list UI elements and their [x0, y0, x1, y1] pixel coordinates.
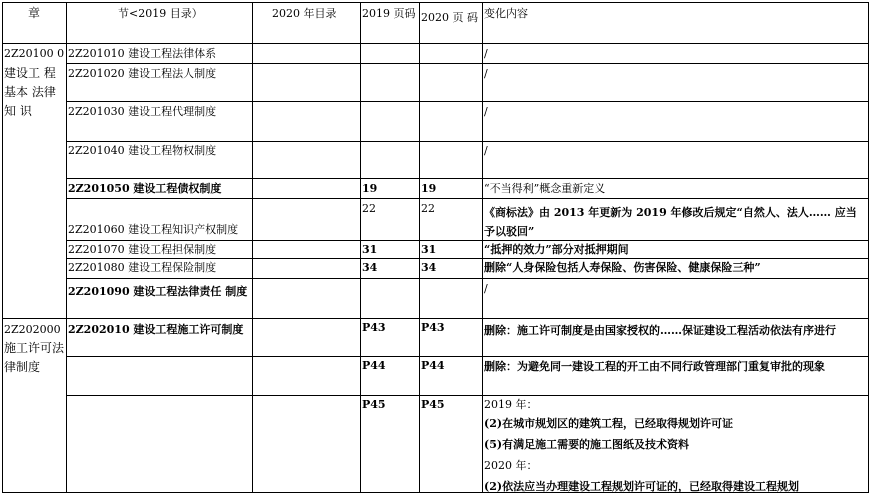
header-changes: 变化内容 — [484, 7, 528, 20]
chapter-title: 施工许可法律制度 — [4, 341, 65, 374]
rule — [66, 101, 869, 102]
page-2020-cell: 19 — [421, 182, 437, 195]
change-cell: / — [484, 47, 488, 60]
change-cell: 删除：施工许可制度是由国家授权的……保证建设工程活动依法有序进行 — [484, 324, 836, 337]
section-cell: 2Z201020 建设工程法人制度 — [68, 67, 217, 80]
section-cell: 2Z201090 建设工程法律责任 制度 — [68, 285, 248, 298]
page-2019-cell: 22 — [362, 202, 376, 215]
rule — [66, 395, 869, 396]
rule — [66, 63, 869, 64]
rule — [2, 2, 869, 3]
change-cell: 《商标法》由 2013 年更新为 2019 年修改后规定“自然人、法人…… 应当予以驳回” — [484, 206, 857, 238]
rule — [360, 2, 361, 493]
section-cell: 2Z201030 建设工程代理制度 — [68, 105, 217, 118]
header-page-2019: 2019 页码 — [362, 7, 416, 20]
page-2020-cell: 34 — [421, 261, 437, 274]
rule — [66, 356, 869, 357]
change-cell: “抵押的效力”部分对抵押期间 — [484, 243, 629, 256]
change-cell: 删除：为避免同一建设工程的开工由不同行政管理部门重复审批的现象 — [484, 360, 825, 373]
change-line: (2)依法应当办理建设工程规划许可证的，已经取得建设工程规划 — [484, 480, 800, 493]
header-chapter: 章 — [28, 6, 41, 20]
page-2019-cell: 19 — [362, 182, 378, 195]
rule — [2, 2, 3, 493]
change-line: 2020 年： — [484, 459, 538, 472]
rule — [252, 2, 253, 493]
rule — [2, 43, 869, 44]
chapter-code: 2Z202000 — [4, 323, 61, 336]
section-cell: 2Z201070 建设工程担保制度 — [68, 243, 217, 256]
rule — [66, 141, 869, 142]
rule — [482, 2, 483, 493]
rule — [66, 258, 869, 259]
page-2020-cell: 31 — [421, 243, 437, 256]
rule — [66, 198, 869, 199]
section-cell: 2Z201060 建设工程知识产权制度 — [68, 223, 239, 236]
change-cell: “不当得利”概念重新定义 — [484, 182, 606, 195]
section-cell: 2Z201010 建设工程法律体系 — [68, 47, 217, 60]
rule — [868, 2, 869, 493]
page-2020-cell: 22 — [421, 202, 435, 215]
page-2019-cell: P44 — [362, 359, 386, 372]
page-2020-cell: P43 — [421, 321, 445, 334]
chapter-code: 2Z20100 0 — [4, 47, 65, 60]
change-line: (2)在城市规划区的建筑工程，已经取得规划许可证 — [484, 417, 734, 430]
rule — [419, 2, 420, 493]
page-2020-cell: P44 — [421, 359, 445, 372]
change-cell: / — [484, 282, 488, 295]
section-cell: 2Z202010 建设工程施工许可制度 — [68, 323, 244, 336]
header-section: 节<2019 目录） — [118, 7, 203, 20]
section-cell: 2Z201040 建设工程物权制度 — [68, 144, 217, 157]
change-line: (5)有满足施工需要的施工图纸及技术资料 — [484, 438, 690, 451]
change-line: 2019 年： — [484, 398, 538, 411]
header-toc-2020: 2020 年目录 — [272, 7, 337, 20]
page-2019-cell: 31 — [362, 243, 378, 256]
rule — [2, 318, 869, 319]
chapter-title: 建设工 程 基本 法律 知 识 — [4, 66, 56, 118]
change-cell: / — [484, 67, 488, 80]
header-page-2020: 2020 页 码 — [421, 11, 478, 24]
rule — [66, 2, 67, 493]
change-cell: / — [484, 105, 488, 118]
section-cell: 2Z201050 建设工程债权制度 — [68, 182, 222, 195]
change-cell: / — [484, 144, 488, 157]
page-2019-cell: P45 — [362, 398, 386, 411]
change-cell: 删除“人身保险包括人寿保险、伤害保险、健康保险三种” — [484, 261, 761, 274]
page-2019-cell: P43 — [362, 321, 386, 334]
page-2020-cell: P45 — [421, 398, 445, 411]
section-cell: 2Z201080 建设工程保险制度 — [68, 261, 217, 274]
rule — [66, 178, 869, 179]
rule — [66, 278, 869, 279]
page-2019-cell: 34 — [362, 261, 378, 274]
